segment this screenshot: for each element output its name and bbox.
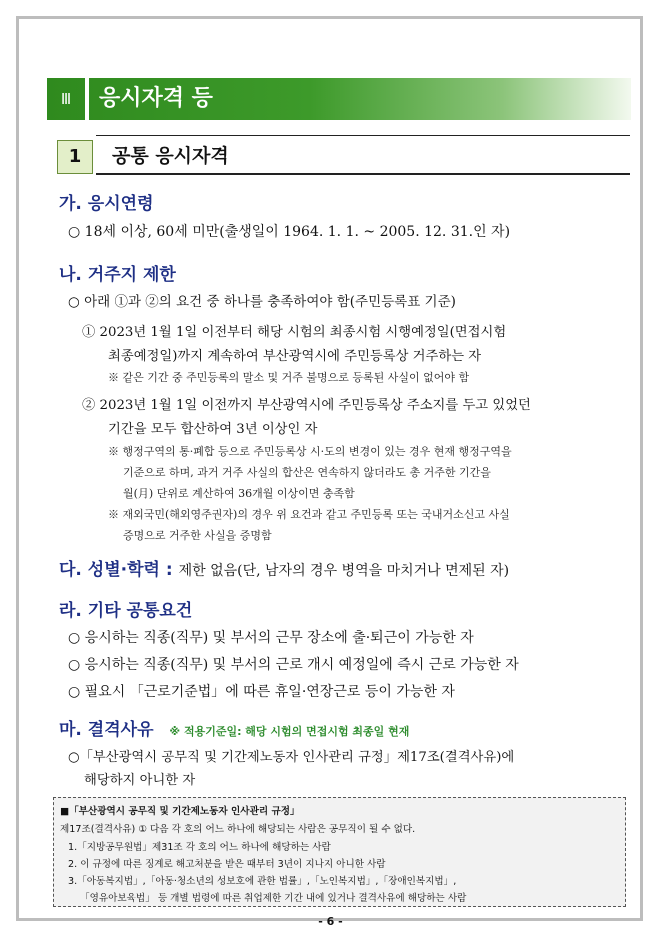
age-bullet: ○ 18세 이상, 60세 미만(출생일이 1964. 1. 1. ~ 2005. 12. 31.인 자) <box>68 224 511 240</box>
residence-item2-note2-line2: 증명으로 거주한 사실을 증명함 <box>123 529 272 542</box>
residence-item1-line2: 최종예정일)까지 계속하여 부산광역시에 주민등록상 거주하는 자 <box>108 349 482 364</box>
regulation-title: ■「부산광역시 공무직 및 기간제노동자 인사관리 규정」 <box>60 806 300 817</box>
residence-item2-line2: 기간을 모두 합산하여 3년 이상인 자 <box>108 422 318 437</box>
other-bullet-1: ○ 응시하는 직종(직무) 및 부서의 근무 장소에 출·퇴근이 가능한 자 <box>68 630 474 646</box>
disq-bullet-line1: ○「부산광역시 공무직 및 기간제노동자 인사관리 규정」제17조(결격사유)에 <box>68 750 515 765</box>
regulation-line-4: 3.「아동복지법」,「아동·청소년의 성보호에 관한 법률」,「노인복지법」,「장애인복지법」, <box>68 876 457 887</box>
residence-item2-note1-line1: ※ 행정구역의 통·폐합 등으로 주민등록상 시·도의 변경이 있는 경우 현재 행정구역을 <box>108 445 512 458</box>
gender-heading: 다. 성별·학력 : <box>59 560 173 580</box>
regulation-box <box>53 797 626 907</box>
subsection-rule-bottom <box>96 173 630 175</box>
other-bullet-2: ○ 응시하는 직종(직무) 및 부서의 근로 개시 예정일에 즉시 근로 가능한 자 <box>68 657 519 673</box>
section-divider <box>85 78 89 120</box>
disq-heading: 마. 결격사유 <box>59 720 154 740</box>
residence-item1-note: ※ 같은 기간 중 주민등록의 말소 및 거주 불명으로 등록된 사실이 없어야 함 <box>108 371 470 384</box>
regulation-line-2: 1.「지방공무원법」제31조 각 호의 어느 하나에 해당하는 사람 <box>68 842 331 853</box>
subsection-title: 공통 응시자격 <box>112 145 229 167</box>
subsection-number: 1 <box>57 140 93 174</box>
other-heading: 라. 기타 공통요건 <box>59 601 193 621</box>
residence-item1-line1: ① 2023년 1월 1일 이전부터 해당 시험의 최종시험 시행예정일(면접시험 <box>82 325 507 340</box>
disq-bullet-line2: 해당하지 아니한 자 <box>84 773 196 788</box>
regulation-line-5: 「영유아보육법」 등 개별 법령에 따른 취업제한 기간 내에 있거나 결격사유에 해당하는 사람 <box>80 893 467 904</box>
section-title: 응시자격 등 <box>99 86 213 111</box>
age-heading: 가. 응시연령 <box>59 194 154 214</box>
subsection-rule-top <box>96 135 630 136</box>
residence-item2-note1-line2: 기준으로 하며, 과거 거주 사실의 합산은 연속하지 않더라도 총 거주한 기간을 <box>123 466 491 479</box>
disq-note: ※ 적용기준일: 해당 시험의 면접시험 최종일 현재 <box>169 725 410 738</box>
residence-item2-line1: ② 2023년 1월 1일 이전까지 부산광역시에 주민등록상 주소지를 두고 있었던 <box>82 398 531 413</box>
gender-row <box>59 555 509 580</box>
regulation-line-3: 2. 이 규정에 따른 징계로 해고처분을 받은 때부터 3년이 지나지 아니한 사람 <box>68 859 386 870</box>
page-number: - 6 - <box>318 915 343 928</box>
residence-item2-note1-line3: 월(月) 단위로 계산하여 36개월 이상이면 충족함 <box>123 487 355 500</box>
residence-bullet: ○ 아래 ①과 ②의 요건 중 하나를 충족하여야 함(주민등록표 기준) <box>68 294 456 310</box>
residence-item2-note2-line1: ※ 재외국민(해외영주권자)의 경우 위 요건과 같고 주민등록 또는 국내거소신고 사실 <box>108 508 510 521</box>
other-bullet-3: ○ 필요시 「근로기준법」에 따른 휴일·연장근로 등이 가능한 자 <box>68 684 455 700</box>
section-banner <box>47 78 631 120</box>
residence-heading: 나. 거주지 제한 <box>59 265 176 285</box>
gender-desc: 제한 없음(단, 남자의 경우 병역을 마치거나 면제된 자) <box>178 563 510 579</box>
regulation-line-1: 제17조(결격사유) ① 다음 각 호의 어느 하나에 해당되는 사람은 공무직이 될 수 없다. <box>60 824 416 835</box>
disq-row <box>59 715 409 740</box>
section-number: Ⅲ <box>60 90 72 108</box>
